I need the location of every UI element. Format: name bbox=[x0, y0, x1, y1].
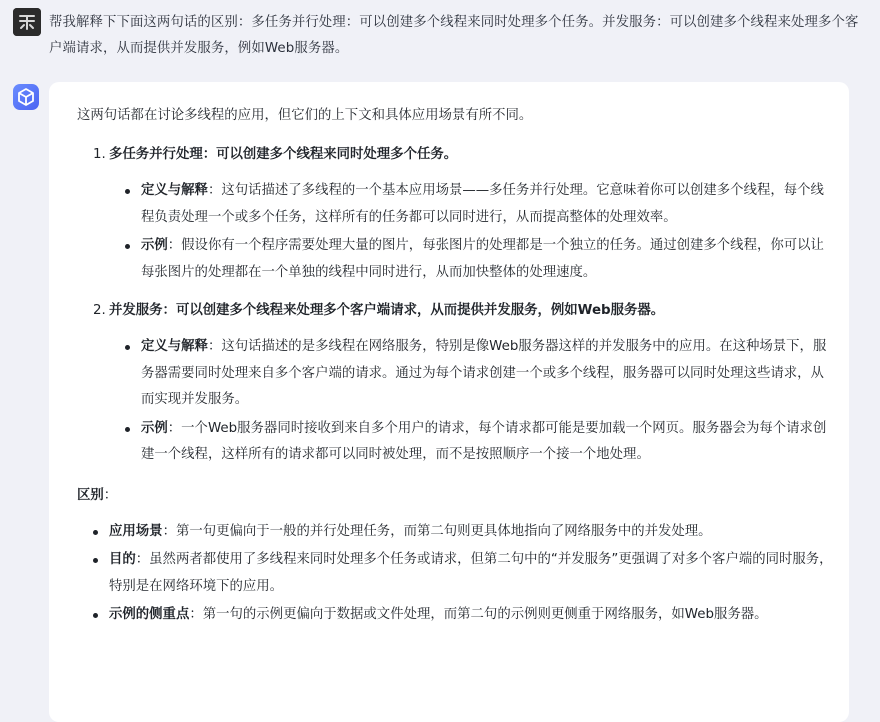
list-item bbox=[109, 547, 837, 600]
list-item-label: 应用场景 bbox=[109, 523, 163, 539]
intro-paragraph: 这两句话都在讨论多线程的应用，但它们的上下文和具体应用场景有所不同。 bbox=[77, 108, 533, 123]
difference-heading bbox=[77, 483, 837, 509]
ordered-item-number: 2. bbox=[93, 303, 106, 318]
ordered-item-number: 1. bbox=[93, 147, 106, 162]
list-item bbox=[141, 416, 837, 469]
list-item bbox=[141, 178, 837, 231]
list-item-label: 定义与解释 bbox=[141, 339, 208, 354]
ordered-item-title: 并发服务：可以创建多个线程来处理多个客户端请求，从而提供并发服务，例如Web服务器。 bbox=[109, 303, 665, 318]
difference-heading-colon: ： bbox=[103, 487, 118, 503]
user-message-text: 帮我解释下下面这两句话的区别：多任务并行处理：可以创建多个线程来同时处理多个任务。并发服务：可以创建多个线程来处理多个客户端请求，从而提供并发服务，例如Web服务器。 bbox=[49, 15, 859, 56]
list-item-text: ：假设你有一个程序需要处理大量的图片，每张图片的处理都是一个独立的任务。通过创建多个线程，你可以让每张图片的处理都在一个单独的线程中同时进行，从而加快整体的处理速度。 bbox=[141, 238, 824, 280]
list-item-label: 定义与解释 bbox=[141, 183, 208, 198]
list-item bbox=[141, 233, 837, 286]
bullet-list bbox=[77, 334, 837, 469]
bullet-list bbox=[77, 178, 837, 286]
bullet-dot bbox=[93, 613, 98, 618]
bullet-dot bbox=[125, 244, 130, 249]
list-item-label: 示例的侧重点 bbox=[109, 607, 190, 622]
bullet-dot bbox=[93, 530, 98, 535]
list-item bbox=[141, 334, 837, 414]
bullet-dot bbox=[125, 189, 130, 194]
difference-heading-label: 区别 bbox=[77, 487, 104, 503]
bullet-dot bbox=[93, 558, 98, 563]
list-item-text: ：虽然两者都使用了多线程来同时处理多个任务或请求，但第二句中的“并发服务”更强调了对多个客户端的同时服务，特别是在网络环境下的应用。 bbox=[109, 552, 833, 594]
list-item bbox=[109, 602, 837, 629]
list-item bbox=[109, 519, 837, 546]
assistant-message-card bbox=[49, 82, 849, 722]
list-item-text: ：一个Web服务器同时接收到来自多个用户的请求，每个请求都可能是要加载一个网页。服务器会为每个请求创建一个线程，这样所有的请求都可以同时被处理，而不是按照顺序一个接一个地处理。 bbox=[141, 420, 827, 462]
list-item-text: ：这句话描述了多线程的一个基本应用场景——多任务并行处理。它意味着你可以创建多个线程，每个线程负责处理一个或多个任务，这样所有的任务都可以同时进行，从而提高整体的处理效率。 bbox=[141, 183, 824, 225]
list-item-text: ：这句话描述的是多线程在网络服务，特别是像Web服务器这样的并发服务中的应用。在这种场景下，服务器需要同时处理来自多个客户端的请求。通过为每个请求创建一个或多个线程，服务器可以同时处理这些请求，从而实现并发服务。 bbox=[141, 339, 827, 407]
ordered-item-1 bbox=[77, 142, 837, 286]
list-item-text: ：第一句更偏向于一般的并行处理任务，而第二句则更具体地指向了网络服务中的并发处理。 bbox=[162, 523, 712, 539]
assistant-message-content bbox=[77, 102, 837, 631]
ordered-item-2 bbox=[77, 298, 837, 469]
bullet-dot bbox=[125, 427, 130, 432]
ordered-item-title: 多任务并行处理：可以创建多个线程来同时处理多个任务。 bbox=[109, 147, 458, 162]
user-avatar-icon bbox=[13, 8, 41, 36]
bullet-dot bbox=[125, 345, 130, 350]
list-item-label: 目的 bbox=[109, 552, 136, 567]
list-item-label: 示例 bbox=[141, 238, 168, 253]
list-item-text: ：第一句的示例更偏向于数据或文件处理，而第二句的示例则更侧重于网络服务，如Web服务器。 bbox=[189, 607, 768, 622]
list-item-label: 示例 bbox=[141, 420, 168, 436]
difference-list bbox=[77, 519, 837, 629]
user-message-row bbox=[0, 0, 880, 72]
assistant-cube-icon bbox=[13, 84, 39, 110]
